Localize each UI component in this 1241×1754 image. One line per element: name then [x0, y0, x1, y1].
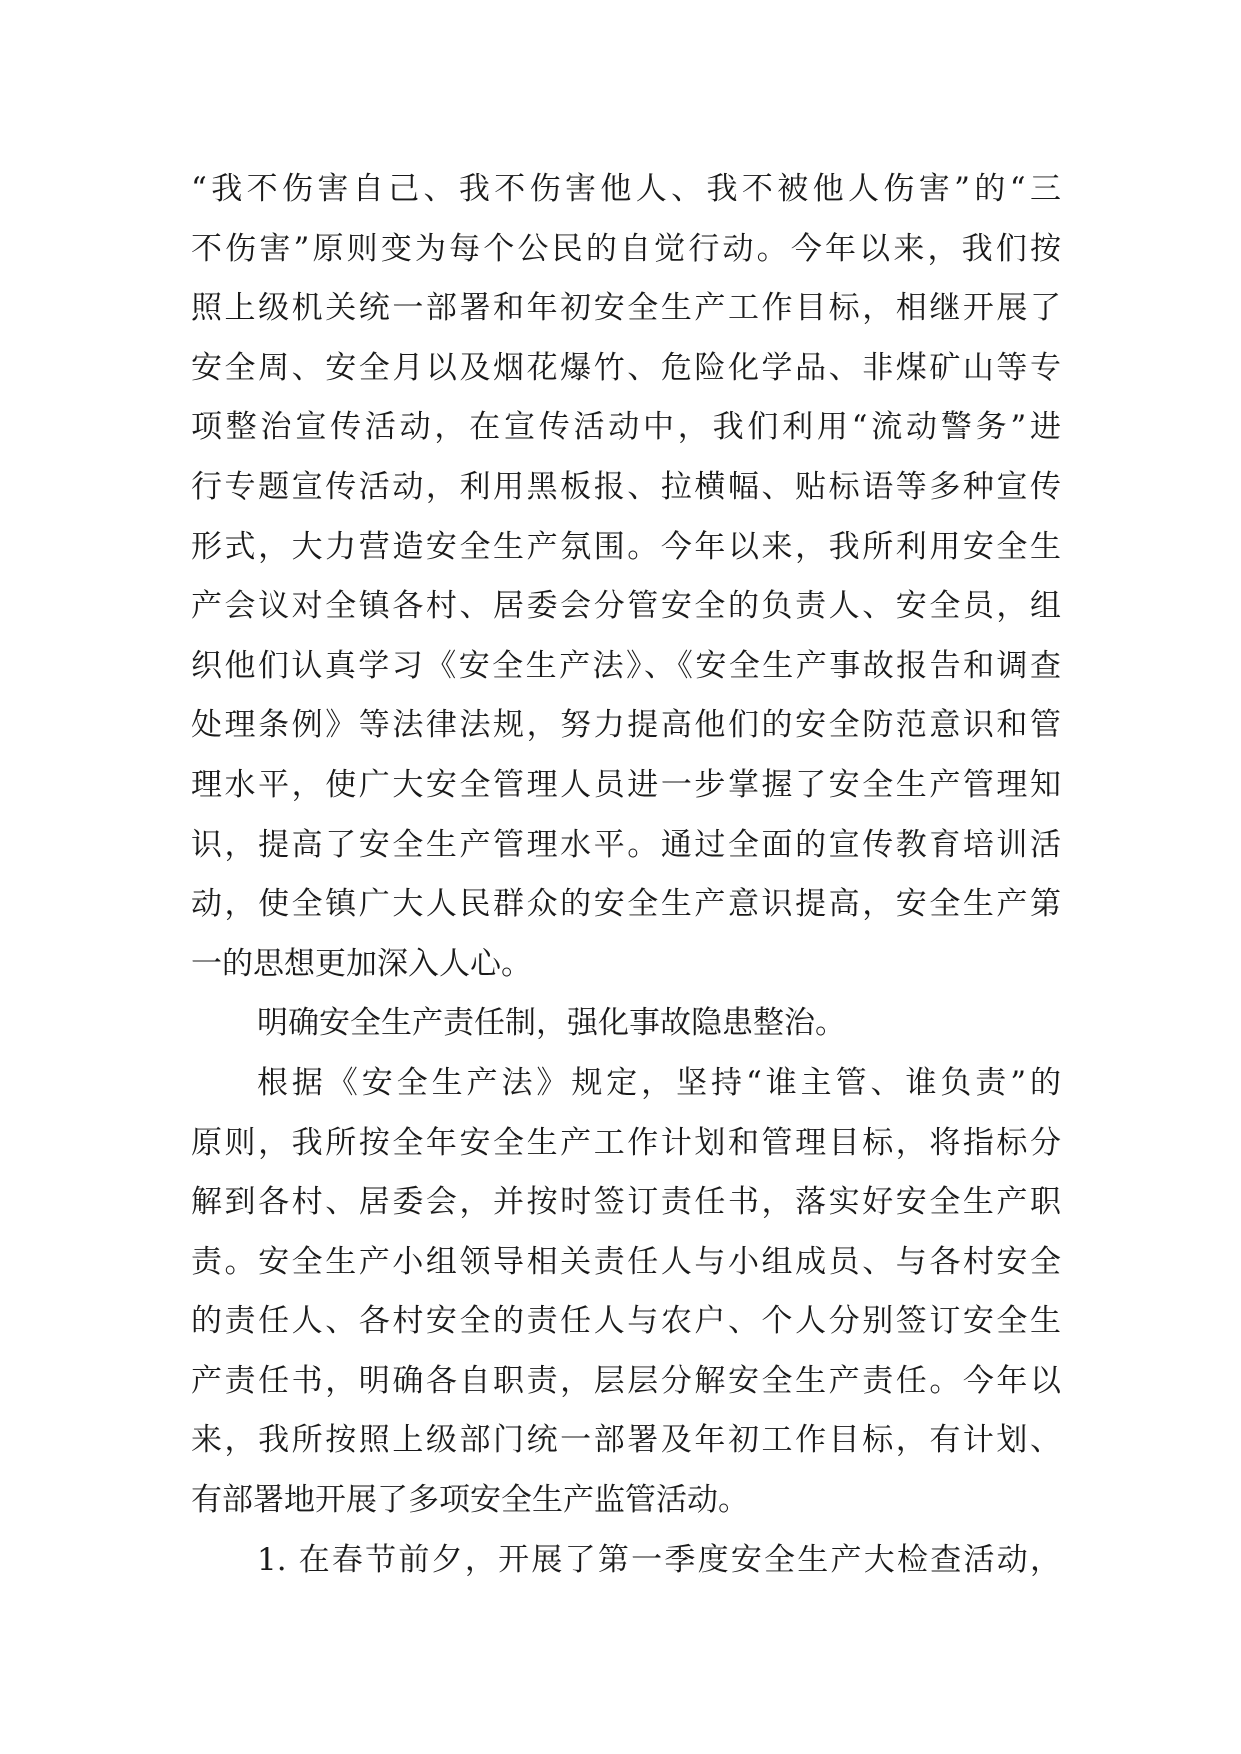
text-line: 不伤害”原则变为每个公民的自觉行动。今年以来，我们按: [191, 230, 1061, 267]
text-line: 一的思想更加深入人心。: [191, 945, 532, 982]
text-line: “我不伤害自己、我不伤害他人、我不被他人伤害”的“三: [191, 171, 1061, 207]
text-line: 原则，我所按全年安全生产工作计划和管理目标，将指标分: [191, 1124, 1061, 1161]
text-line: 根据《安全生产法》规定，坚持“谁主管、谁负责”的: [257, 1064, 1061, 1101]
text-line: 产会议对全镇各村、居委会分管安全的负责人、安全员，组: [191, 588, 1061, 625]
text-line: 产责任书，明确各自职责，层层分解安全生产责任。今年以: [191, 1362, 1061, 1399]
text-line: 来，我所按照上级部门统一部署及年初工作目标，有计划、: [191, 1422, 1061, 1459]
text-line: 织他们认真学习《安全生产法》、《安全生产事故报告和调查: [191, 647, 1061, 684]
text-line: 的责任人、各村安全的责任人与农户、个人分别签订安全生: [191, 1303, 1061, 1340]
text-line: 理水平，使广大安全管理人员进一步掌握了安全生产管理知: [191, 766, 1061, 803]
text-line: 形式，大力营造安全生产氛围。今年以来，我所利用安全生: [191, 528, 1061, 565]
text-line: 动，使全镇广大人民群众的安全生产意识提高，安全生产第: [191, 886, 1061, 923]
text-line: 识，提高了安全生产管理水平。通过全面的宣传教育培训活: [191, 826, 1061, 863]
text-line: 照上级机关统一部署和年初安全生产工作目标，相继开展了: [191, 290, 1061, 327]
text-line: 有部署地开展了多项安全生产监管活动。: [191, 1482, 749, 1519]
text-line: 责。安全生产小组领导相关责任人与小组成员、与各村安全: [191, 1243, 1061, 1280]
text-line: 明确安全生产责任制，强化事故隐患整治。: [257, 1005, 846, 1042]
text-line: 行专题宣传活动，利用黑板报、拉横幅、贴标语等多种宣传: [191, 468, 1061, 505]
text-line: 解到各村、居委会，并按时签订责任书，落实好安全生产职: [191, 1184, 1061, 1221]
text-line: 安全周、安全月以及烟花爆竹、危险化学品、非煤矿山等专: [191, 349, 1061, 386]
body-text: [191, 160, 1061, 1590]
text-line: 处理条例》等法律法规，努力提高他们的安全防范意识和管: [191, 707, 1061, 744]
text-line: 项整治宣传活动，在宣传活动中，我们利用“流动警务”进: [191, 409, 1061, 446]
text-line: 1. 在春节前夕，开展了第一季度安全生产大检查活动，: [257, 1541, 1061, 1578]
